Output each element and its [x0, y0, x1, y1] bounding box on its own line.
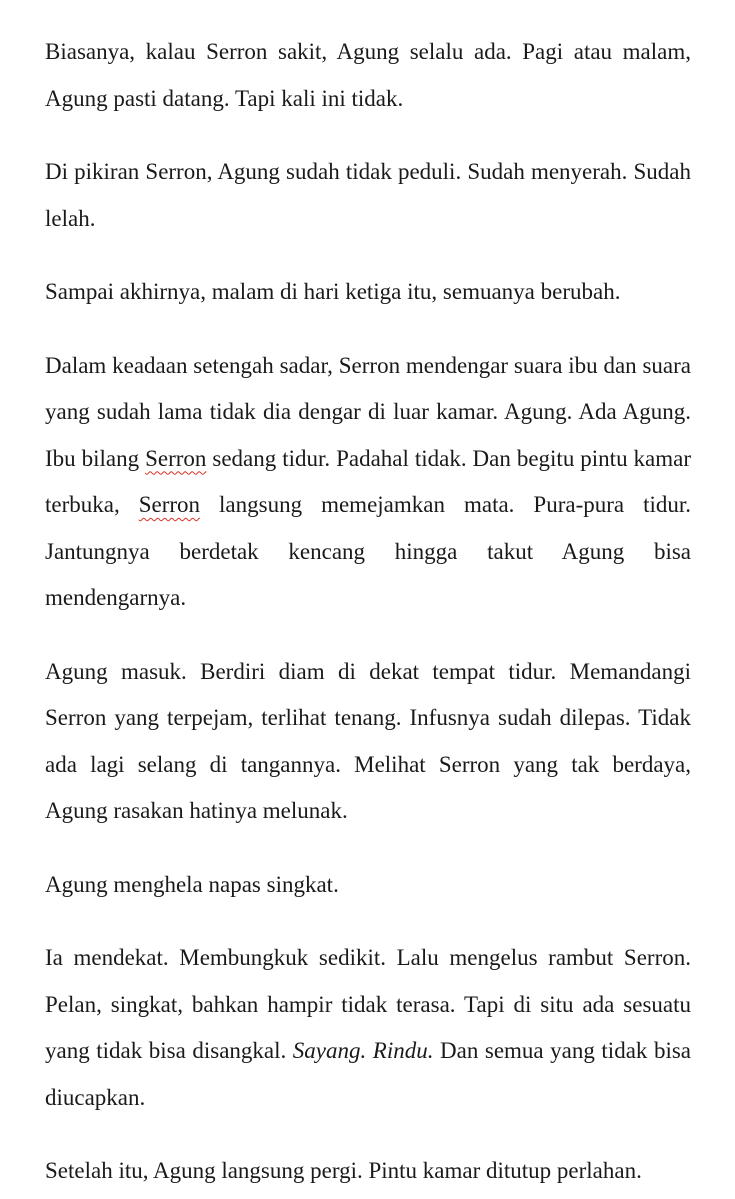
paragraph-5	[45, 649, 691, 835]
paragraph-7	[45, 935, 691, 1121]
paragraph-1	[45, 29, 691, 122]
paragraph-8	[45, 1148, 691, 1195]
paragraph-text: Agung masuk. Berdiri diam di dekat tempat tidur. Memandangi Serron yang terpejam, terlihat tenang. Infusnya sudah dilepas. Tidak ada lagi selang di tangannya. Melihat Serron yang tak berdaya, Agung rasakan hatinya melunak.	[45, 658, 691, 823]
paragraph-text: Di pikiran Serron, Agung sudah tidak peduli. Sudah menyerah. Sudah lelah.	[45, 159, 691, 231]
paragraph-4	[45, 343, 691, 622]
spellcheck-flagged-word[interactable]: Serron	[138, 492, 201, 517]
paragraph-text: Sampai akhirnya, malam di hari ketiga itu, semuanya berubah.	[45, 279, 621, 304]
paragraph-6	[45, 862, 691, 909]
paragraph-text: Dalam keadaan setengah sadar, Serron mendengar suara ibu dan suara yang sudah lama tidak dia dengar di luar kamar. Agung. Ada Agung. Ibu bilang	[45, 352, 691, 471]
spellcheck-flagged-word[interactable]: Serron	[145, 445, 207, 471]
paragraph-2	[45, 149, 691, 242]
italic-phrase: Sayang. Rindu.	[292, 1038, 434, 1063]
paragraph-text: sedang tidur. Padahal tidak. Dan begitu pintu kamar terbuka,	[45, 445, 691, 517]
paragraph-text: Biasanya, kalau Serron sakit, Agung selalu ada. Pagi atau malam, Agung pasti datang. Tapi kali ini tidak.	[45, 39, 691, 111]
paragraph-text: Agung menghela napas singkat.	[45, 871, 339, 897]
paragraph-text: Ia mendekat. Membungkuk sedikit. Lalu mengelus rambut Serron. Pelan, singkat, bahkan hampir tidak terasa. Tapi di situ ada sesuatu yang tidak bisa disangkal.	[45, 945, 691, 1063]
paragraph-text: langsung memejamkan mata. Pura-pura tidur. Jantungnya berdetak kencang hingga takut Agung bisa mendengarnya.	[45, 492, 692, 610]
paragraph-text: Dan semua yang tidak bisa diucapkan.	[45, 1038, 691, 1110]
paragraph-text: Setelah itu, Agung langsung pergi. Pintu kamar ditutup perlahan.	[45, 1158, 642, 1183]
paragraph-3	[45, 269, 691, 316]
